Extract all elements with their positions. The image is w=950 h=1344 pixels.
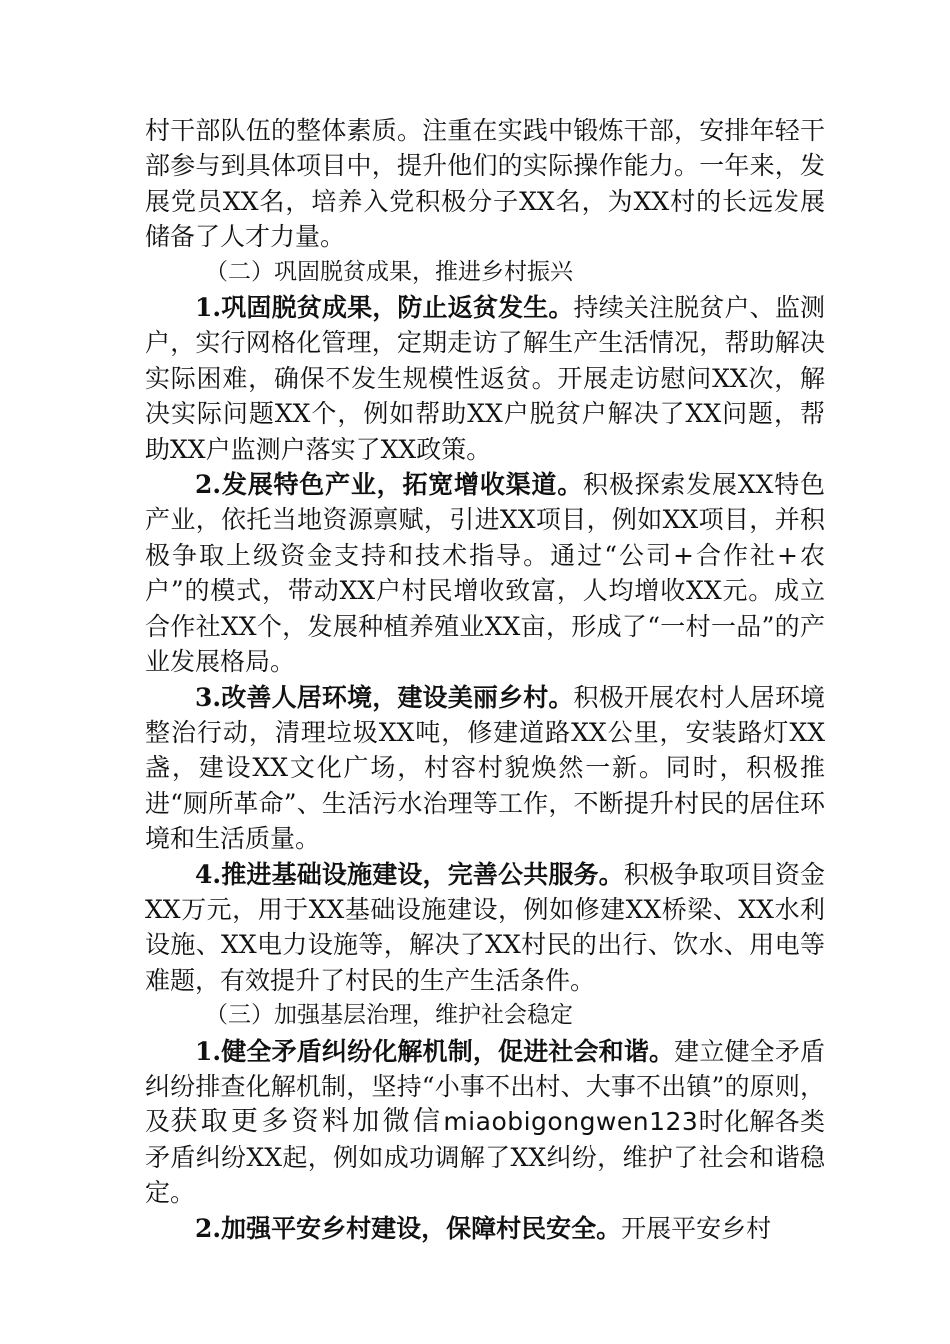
- paragraph-poverty-consolidation: [145, 290, 825, 467]
- paragraph-dispute-resolution: [145, 1034, 825, 1211]
- wechat-id: miaobigongwen123: [443, 1107, 699, 1137]
- paragraph-body: 开展平安乡村: [621, 1213, 772, 1243]
- subheading-infrastructure: 4.推进基础设施建设，完善公共服务。: [195, 859, 624, 889]
- paragraph-body: 积极开展农村人居环境整治行动，清理垃圾XX吨，修建道路XX公里，安装路灯XX盏，建设XX文化广场，村容村貌焕然一新。同时，积极推进“厕所革命”、生活污水治理等工作，不断提升村民的居住环境和生活质量。: [145, 682, 825, 854]
- subheading-poverty-consolidation: 1.巩固脱贫成果，防止返贫发生。: [195, 293, 574, 323]
- paragraph-body: 积极探索发展XX特色产业，依托当地资源禀赋，引进XX项目，例如XX项目，并积极争取上级资金支持和技术指导。通过“公司+合作社+农户”的模式，带动XX户村民增收致富，人均增收XX元。成立合作社XX个，发展种植养殖业XX亩，形成了“一村一品”的产业发展格局。: [145, 470, 825, 677]
- paragraph-body: 积极争取项目资金XX万元，用于XX基础设施建设，例如修建XX桥梁、XX水利设施、XX电力设施等，解决了XX村民的出行、饮水、用电等难题，有效提升了村民的生产生活条件。: [145, 859, 825, 995]
- paragraph-living-environment: [145, 680, 825, 857]
- subheading-living-environment: 3.改善人居环境，建设美丽乡村。: [195, 682, 574, 712]
- subheading-characteristic-industry: 2.发展特色产业，拓宽增收渠道。: [195, 470, 584, 500]
- document-page: [145, 113, 825, 1246]
- subheading-safe-village: 2.加强平安乡村建设，保障村民安全。: [195, 1213, 622, 1243]
- paragraph-body: 建立健全矛盾纠纷排查化解机制，坚持“小事不出村、大事不出镇”的原则，及: [145, 1036, 825, 1137]
- section-heading-3: （三）加强基层治理，维护社会稳定: [205, 1002, 573, 1029]
- paragraph-cadre-training: 村干部队伍的整体素质。注重在实践中锻炼干部，安排年轻干部参与到具体项目中，提升他们的实际操作能力。一年来，发展党员XX名，培养入党积极分子XX名，为XX村的长远发展储备了人才力量。: [145, 116, 825, 252]
- paragraph-body: 时化解各类矛盾纠纷XX起，例如成功调解了XX纠纷，维护了社会和谐稳定。: [145, 1107, 825, 1208]
- paragraph-characteristic-industry: [145, 467, 825, 679]
- paragraph-infrastructure: [145, 857, 825, 999]
- subheading-dispute-resolution: 1.健全矛盾纠纷化解机制，促进社会和谐。: [195, 1036, 675, 1066]
- paragraph-body: 持续关注脱贫户、监测户，实行网格化管理，定期走访了解生产生活情况，帮助解决实际困难，确保不发生规模性返贫。开展走访慰问XX次，解决实际问题XX个，例如帮助XX户脱贫户解决了XX问题，帮助XX户监测户落实了XX政策。: [145, 293, 825, 464]
- section-heading-2: （二）巩固脱贫成果，推进乡村振兴: [205, 258, 573, 285]
- paragraph-safe-village: [145, 1211, 825, 1246]
- wechat-promo-text: 获取更多资料加微信: [170, 1106, 444, 1138]
